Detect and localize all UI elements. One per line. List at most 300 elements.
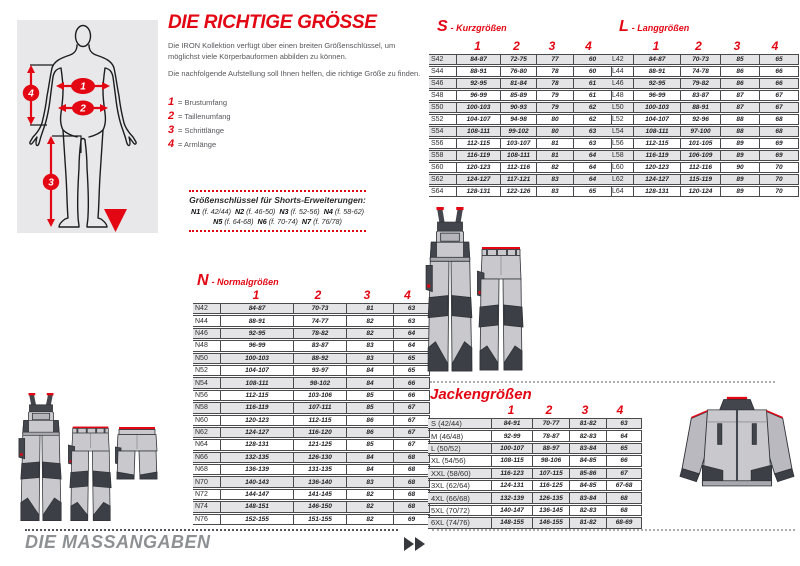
table-header-row	[428, 404, 642, 417]
size-value: 82-83	[569, 506, 606, 515]
table-row	[610, 114, 799, 125]
size-value: 88-91	[220, 316, 293, 325]
legend-item	[168, 109, 368, 123]
size-value: 100-103	[456, 103, 500, 112]
size-value: 92-99	[491, 431, 532, 440]
size-value: 74-78	[680, 67, 720, 76]
size-value: 70-77	[532, 419, 569, 428]
size-value: 82	[346, 515, 393, 524]
size-value: 100-103	[633, 103, 680, 112]
size-label: N76	[195, 515, 208, 523]
size-value: 89	[720, 175, 759, 184]
size-value: 68	[759, 127, 799, 136]
size-value: 100-103	[220, 354, 293, 363]
table-row	[193, 390, 430, 401]
table-row	[610, 66, 799, 77]
size-value: 104-107	[456, 115, 500, 124]
size-value: 146-155	[532, 518, 569, 527]
measurement-legend	[168, 95, 368, 151]
size-value: 151-155	[293, 515, 346, 524]
size-value: 88-91	[456, 67, 500, 76]
size-value: 77	[536, 55, 573, 64]
table-row	[428, 492, 642, 503]
size-label: N70	[195, 478, 208, 486]
table-row	[193, 365, 430, 376]
size-value: 108-111	[633, 127, 680, 136]
size-value: 116-120	[293, 428, 346, 437]
size-label: N56	[195, 391, 208, 399]
column-header: 1	[252, 288, 260, 302]
size-value: 85-86	[569, 469, 606, 478]
size-value: 82	[536, 163, 573, 172]
size-value: 68	[393, 490, 430, 499]
size-label: N60	[195, 416, 208, 424]
size-value: 96-99	[633, 91, 680, 100]
size-value: 81-82	[569, 518, 606, 527]
column-header: 4	[771, 39, 779, 53]
size-value: 140-143	[220, 477, 293, 486]
size-value: 66	[393, 378, 430, 387]
size-value: 84-87	[220, 304, 293, 313]
size-value: 68	[759, 115, 799, 124]
intro-paragraph-1: Die IRON Kollektion verfügt über einen breiten Größenschlüssel, um möglichst viele Körperbauformen abbilden zu können.	[168, 41, 396, 61]
size-value: 79	[536, 103, 573, 112]
size-label: L54	[612, 128, 624, 135]
size-value: 63	[393, 304, 430, 313]
table-row	[429, 126, 612, 137]
table-row	[193, 353, 430, 364]
size-label: N54	[195, 379, 208, 387]
size-value: 112-115	[293, 416, 346, 425]
table-row	[429, 138, 612, 149]
size-value: 70-73	[293, 304, 346, 313]
footer-title: DIE MASSANGABEN	[25, 532, 211, 552]
size-label: S50	[431, 104, 444, 111]
table-row	[428, 480, 642, 491]
size-value: 116-119	[456, 151, 500, 160]
column-header: 2	[695, 39, 702, 53]
size-value: 65	[573, 187, 612, 196]
legend-number: 2	[168, 110, 175, 122]
size-value: 148-151	[220, 502, 293, 511]
size-value: 64	[393, 329, 430, 338]
column-header: 1	[474, 39, 481, 53]
size-value: 90	[720, 163, 759, 172]
size-value: 140-147	[491, 506, 532, 515]
size-value: 74-77	[293, 316, 346, 325]
size-value: 64	[573, 163, 612, 172]
double-chevron-icon	[404, 536, 428, 552]
table-row	[193, 315, 430, 326]
size-value: 68	[393, 502, 430, 511]
size-value: 104-107	[220, 366, 293, 375]
size-value: 78-87	[532, 431, 569, 440]
size-label: S42	[431, 56, 444, 63]
size-label: L56	[612, 140, 624, 147]
table-row	[193, 377, 430, 388]
size-value: 68	[393, 465, 430, 474]
size-value: 84-87	[633, 55, 680, 64]
column-header: 4	[404, 288, 411, 302]
size-value: 81	[346, 304, 393, 313]
size-label: N62	[195, 429, 208, 437]
badge-number-4: 4	[28, 88, 34, 100]
size-value: 64	[573, 151, 612, 160]
table-row	[193, 328, 430, 339]
size-label: S58	[431, 152, 444, 159]
size-value: 83-87	[293, 341, 346, 350]
lang-title-suffix: - Langgrößen	[631, 23, 690, 33]
size-value: 107-111	[293, 403, 346, 412]
column-header: 2	[545, 403, 553, 417]
size-label: L46	[612, 80, 624, 87]
size-label: N46	[195, 329, 208, 337]
column-header: 4	[585, 39, 592, 53]
size-label: N68	[195, 466, 208, 474]
size-value: 83	[346, 477, 393, 486]
size-value: 82	[346, 490, 393, 499]
size-value: 112-115	[220, 391, 293, 400]
size-value: 146-150	[293, 502, 346, 511]
size-value: 148-155	[491, 518, 532, 527]
jacket-illustration	[677, 396, 797, 524]
table-row	[610, 174, 799, 185]
size-label: L48	[612, 92, 624, 99]
table-row	[610, 102, 799, 113]
table-header-row	[610, 40, 799, 53]
table-row	[610, 126, 799, 137]
size-value: 116-125	[532, 481, 569, 490]
legend-label: = Taillenumfang	[178, 111, 231, 121]
size-label: S56	[431, 140, 444, 147]
table-row	[428, 455, 642, 466]
column-header: 1	[652, 39, 660, 53]
size-value: 68	[393, 453, 430, 462]
size-value: 84	[346, 453, 393, 462]
size-value: 70	[759, 187, 799, 196]
size-value: 61	[573, 79, 612, 88]
table-row	[193, 501, 430, 512]
shorts-illustration	[115, 425, 159, 483]
size-value: 112-116	[680, 163, 720, 172]
table-row	[193, 303, 430, 314]
size-label: N50	[195, 354, 208, 362]
size-value: 66	[759, 79, 799, 88]
size-value: 103-107	[500, 139, 536, 148]
size-value: 76-80	[500, 67, 536, 76]
size-value: 63	[393, 316, 430, 325]
size-label: S54	[431, 128, 444, 135]
size-value: 67	[393, 403, 430, 412]
legend-item	[168, 137, 368, 151]
size-label: S64	[431, 188, 444, 195]
size-value: 64	[393, 341, 430, 350]
size-value: 101-105	[680, 139, 720, 148]
size-value: 98-106	[532, 456, 569, 465]
column-header: 3	[581, 403, 589, 417]
badge-number-1: 1	[80, 81, 86, 93]
lang-table-title	[619, 18, 689, 36]
size-label: 5XL (70/72)	[431, 505, 470, 515]
size-value: 83-84	[569, 444, 606, 453]
shorts-key-line-2	[189, 217, 366, 226]
table-row	[610, 90, 799, 101]
size-value: 85	[720, 55, 759, 64]
size-value: 65	[393, 354, 430, 363]
table-row	[193, 489, 430, 500]
size-value: 96-99	[220, 341, 293, 350]
size-value: 100-107	[491, 444, 532, 453]
intro-paragraph-2: Die nachfolgende Aufstellung soll Ihnen helfen, die richtige Größe zu finden.	[168, 69, 421, 78]
shorts-size-code: N5 (f. 64-68)	[213, 217, 254, 226]
size-value: 66	[393, 391, 430, 400]
size-label: L60	[612, 164, 624, 171]
size-value: 88-91	[680, 103, 720, 112]
size-value: 120-124	[680, 187, 720, 196]
size-label: XL (54/56)	[431, 456, 466, 466]
size-value: 124-131	[491, 481, 532, 490]
table-row	[193, 340, 430, 351]
normal-title-letter: N	[197, 272, 209, 289]
size-value: 63	[573, 139, 612, 148]
size-label: S44	[431, 68, 444, 75]
jacken-table-title: Jackengrößen	[430, 386, 532, 403]
size-value: 80	[536, 115, 573, 124]
body-measurement-diagram	[17, 20, 158, 233]
badge-number-2: 2	[80, 103, 86, 115]
size-label: N52	[195, 367, 208, 375]
size-label: L64	[612, 188, 624, 195]
size-value: 88-97	[532, 444, 569, 453]
kurzgroessen-table	[429, 40, 612, 198]
table-row	[429, 174, 612, 185]
legend-number: 1	[168, 96, 175, 108]
size-label: S48	[431, 92, 444, 99]
table-row	[428, 418, 642, 429]
size-label: S60	[431, 164, 444, 171]
table-header-row	[193, 289, 430, 302]
shorts-size-key-box	[189, 190, 366, 232]
size-value: 87	[720, 103, 759, 112]
size-value: 108-115	[491, 456, 532, 465]
size-label: S (42/44)	[431, 419, 462, 429]
shorts-size-code: N3 (f. 52-56)	[279, 206, 320, 216]
size-value: 89	[720, 151, 759, 160]
table-row	[193, 402, 430, 413]
size-value: 66	[759, 67, 799, 76]
shorts-size-code: N2 (f. 46-50)	[234, 206, 276, 216]
size-value: 67	[393, 416, 430, 425]
jacken-top-divider	[430, 381, 775, 383]
lang-title-letter: L	[619, 18, 629, 35]
size-value: 83	[346, 354, 393, 363]
size-value: 78-82	[293, 329, 346, 338]
shorts-size-code: N4 (f. 58-62)	[323, 206, 365, 216]
size-value: 126-130	[293, 453, 346, 462]
size-label: 3XL (62/64)	[431, 481, 470, 491]
size-value: 82	[346, 502, 393, 511]
work-pants-illustration-small	[68, 425, 113, 523]
size-value: 90-93	[500, 103, 536, 112]
size-label: S46	[431, 80, 444, 87]
legend-number: 4	[168, 138, 175, 150]
size-value: 65	[393, 366, 430, 375]
size-value: 85	[346, 440, 393, 449]
size-value: 88	[720, 127, 759, 136]
size-value: 70	[759, 163, 799, 172]
size-value: 67	[759, 91, 799, 100]
size-value: 69	[759, 151, 799, 160]
table-row	[610, 186, 799, 197]
size-value: 88	[720, 115, 759, 124]
table-row	[193, 427, 430, 438]
size-label: 4XL (66/68)	[431, 493, 470, 503]
size-value: 89	[720, 139, 759, 148]
size-value: 68	[606, 493, 642, 502]
table-row	[193, 514, 430, 525]
size-value: 126-135	[532, 493, 569, 502]
table-row	[610, 138, 799, 149]
shorts-size-code: N6 (f. 70-74)	[257, 217, 298, 226]
langgroessen-table	[610, 40, 799, 198]
size-value: 120-123	[220, 416, 293, 425]
size-value: 97-100	[680, 127, 720, 136]
size-value: 84-85	[569, 456, 606, 465]
size-value: 69	[759, 139, 799, 148]
badge-number-3: 3	[48, 177, 54, 189]
table-row	[193, 415, 430, 426]
size-value: 112-115	[633, 139, 680, 148]
size-label: N64	[195, 441, 208, 449]
table-row	[610, 78, 799, 89]
size-value: 82	[346, 329, 393, 338]
size-label: L42	[612, 56, 624, 63]
table-row	[428, 505, 642, 516]
table-row	[429, 150, 612, 161]
size-value: 81-84	[500, 79, 536, 88]
size-value: 120-123	[456, 163, 500, 172]
size-value: 70	[759, 175, 799, 184]
normalgroessen-table	[193, 289, 430, 526]
size-value: 68	[393, 477, 430, 486]
size-value: 84	[346, 378, 393, 387]
size-value: 63	[573, 127, 612, 136]
size-label: N44	[195, 317, 208, 325]
intro-section	[168, 12, 421, 80]
size-value: 84	[346, 366, 393, 375]
size-value: 132-135	[220, 453, 293, 462]
size-value: 141-145	[293, 490, 346, 499]
size-value: 88-91	[633, 67, 680, 76]
legend-label: = Schrittlänge	[178, 125, 225, 135]
column-header: 3	[363, 288, 371, 302]
column-header: 3	[548, 39, 556, 53]
size-value: 132-139	[491, 493, 532, 502]
size-value: 86	[720, 79, 759, 88]
table-row	[429, 78, 612, 89]
size-value: 88-92	[293, 354, 346, 363]
size-value: 96-99	[456, 91, 500, 100]
size-value: 72-75	[500, 55, 536, 64]
size-value: 67	[393, 428, 430, 437]
size-value: 107-115	[532, 469, 569, 478]
size-value: 85	[346, 403, 393, 412]
size-label: N42	[195, 305, 208, 313]
size-value: 116-123	[491, 469, 532, 478]
size-value: 82	[346, 316, 393, 325]
footer-right-divider	[432, 529, 795, 531]
size-value: 69	[393, 515, 430, 524]
size-value: 131-135	[293, 465, 346, 474]
size-value: 128-131	[456, 187, 500, 196]
size-value: 128-131	[220, 440, 293, 449]
size-value: 98-102	[293, 378, 346, 387]
size-value: 117-121	[500, 175, 536, 184]
size-value: 112-116	[500, 163, 536, 172]
page-title: DIE RICHTIGE GRÖSSE	[168, 12, 377, 33]
legend-item	[168, 95, 368, 109]
size-value: 85-89	[500, 91, 536, 100]
size-value: 99-102	[500, 127, 536, 136]
size-label: L (50/52)	[431, 443, 461, 453]
table-header-row	[429, 40, 612, 53]
size-value: 124-127	[633, 175, 680, 184]
table-row	[428, 443, 642, 454]
size-value: 66	[606, 456, 642, 465]
size-value: 120-123	[633, 163, 680, 172]
size-value: 62	[573, 103, 612, 112]
shorts-key-line-1	[189, 207, 366, 216]
size-value: 62	[573, 115, 612, 124]
size-label: L50	[612, 104, 624, 111]
size-value: 106-109	[680, 151, 720, 160]
size-value: 65	[606, 444, 642, 453]
size-value: 108-111	[500, 151, 536, 160]
size-value: 68-69	[606, 518, 642, 527]
size-value: 81	[536, 139, 573, 148]
size-value: 63	[606, 419, 642, 428]
size-value: 116-119	[633, 151, 680, 160]
size-value: 86	[346, 428, 393, 437]
size-label: M (46/48)	[431, 431, 464, 441]
size-label: L62	[612, 176, 624, 183]
size-value: 83-84	[569, 493, 606, 502]
table-row	[429, 162, 612, 173]
size-value: 78	[536, 67, 573, 76]
size-value: 60	[573, 67, 612, 76]
size-label: N58	[195, 404, 208, 412]
table-row	[429, 114, 612, 125]
table-row	[193, 452, 430, 463]
size-value: 94-98	[500, 115, 536, 124]
size-label: L58	[612, 152, 624, 159]
legend-label: = Brustumfang	[178, 97, 227, 107]
size-value: 70-73	[680, 55, 720, 64]
size-value: 67-68	[606, 481, 642, 490]
size-value: 86	[720, 67, 759, 76]
size-value: 65	[759, 55, 799, 64]
kurz-table-title	[437, 18, 507, 36]
size-value: 83	[536, 175, 573, 184]
size-value: 79	[536, 91, 573, 100]
table-row	[610, 54, 799, 65]
legend-number: 3	[168, 124, 175, 136]
size-value: 108-111	[220, 378, 293, 387]
table-row	[193, 439, 430, 450]
size-value: 60	[573, 55, 612, 64]
column-header: 4	[616, 403, 624, 417]
kurz-title-suffix: - Kurzgrößen	[450, 23, 507, 33]
